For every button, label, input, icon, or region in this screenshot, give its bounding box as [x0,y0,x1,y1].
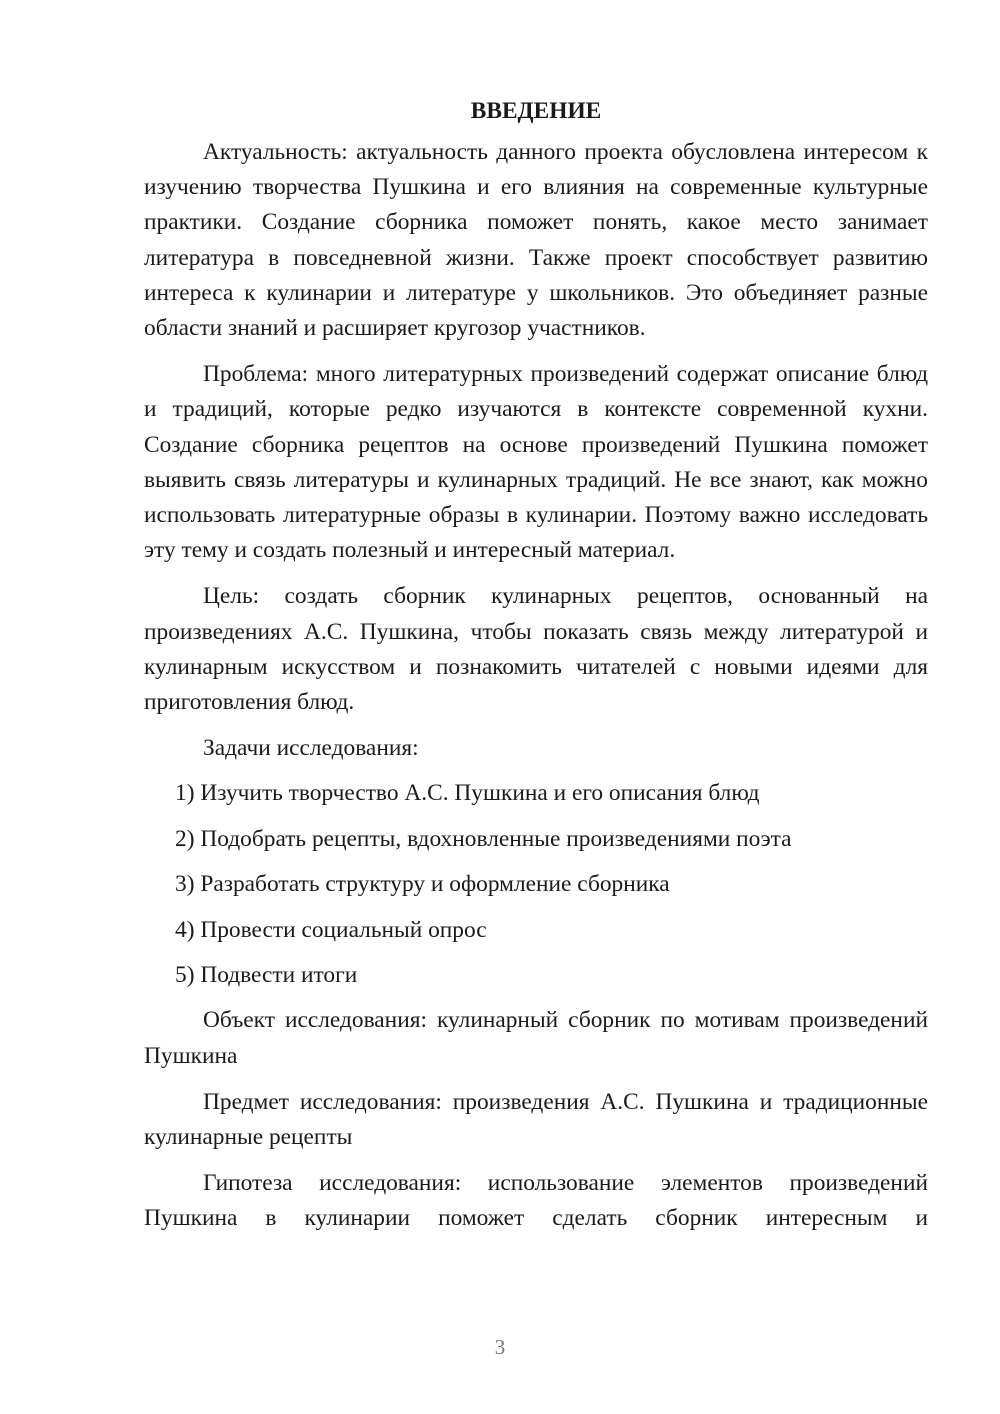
page-content [144,95,928,1248]
tasks-heading: Задачи исследования: [203,735,419,762]
paragraph-subject: Предмет исследования: произведения А.С. Пушкина и традиционные кулинарные рецепты [144,1088,928,1151]
page-number: 3 [494,1335,506,1359]
paragraph-goal: Цель: создать сборник кулинарных рецептов, основанный на произведениях А.С. Пушкина, чтобы показать связь между литературой и кулинарным искусством и познакомить читателей с новыми идеями для приготовления блюд. [144,583,928,716]
tasks-list [144,776,928,993]
page-title: ВВЕДЕНИЕ [470,98,602,124]
task-item: 2) Подобрать рецепты, вдохновленные произведениями поэта [175,825,792,852]
task-item: 3) Разработать структуру и оформление сборника [175,871,670,898]
task-item: 4) Провести социальный опрос [175,916,487,943]
task-item: 1) Изучить творчество А.С. Пушкина и его описания блюд [175,780,760,807]
task-item: 5) Подвести итоги [175,962,358,989]
paragraph-object: Объект исследования: кулинарный сборник по мотивам произведений Пушкина [144,1007,928,1069]
paragraph-relevance: Актуальность: актуальность данного проекта обусловлена интересом к изучению творчества Пушкина и его влияния на современные культурные практики. Создание сборника поможет понять, какое место занимает литература в повседневной жизни. Также проект способствует развитию интереса к кулинарии и литературе у школьников. Это объединяет разные области знаний и расширяет кругозор участников. [144,139,928,342]
paragraph-problem: Проблема: много литературных произведений содержат описание блюд и традиций, которые редко изучаются в контексте современной кухни. Создание сборника рецептов на основе произведений Пушкина поможет выявить связь литературы и кулинарных традиций. Не все знают, как можно использовать литературные образы в кулинарии. Поэтому важно исследовать эту тему и создать полезный и интересный материал. [144,361,928,564]
paragraph-hypothesis: Гипотеза исследования: использование элементов произведений Пушкина в кулинарии поможет сделать сборник интересным и [144,1170,928,1232]
